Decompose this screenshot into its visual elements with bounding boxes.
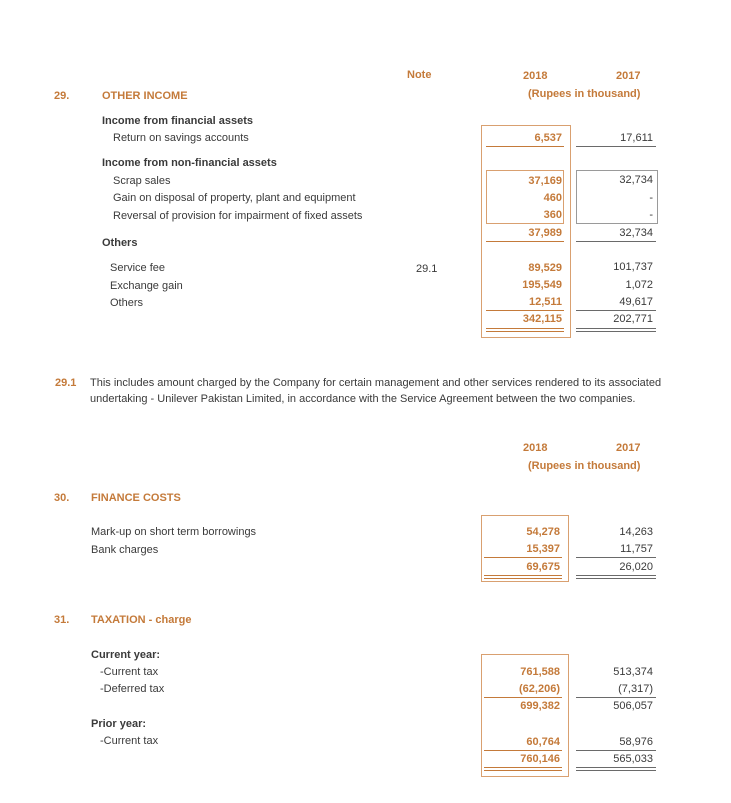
underline xyxy=(576,557,656,558)
current-year-subheading: Current year: xyxy=(91,649,161,661)
scrap-sales-2018: 37,169 xyxy=(528,175,562,187)
note-text-line-2: undertaking - Unilever Pakistan Limited, in accordance with the Service Agreement between the two companies. xyxy=(90,393,636,405)
underline xyxy=(576,750,656,751)
others-label: Others xyxy=(110,297,144,309)
note-column-header: Note xyxy=(407,69,432,81)
others-2018: 12,511 xyxy=(528,296,562,308)
bank-charges-label: Bank charges xyxy=(91,544,159,556)
markup-2018: 54,278 xyxy=(526,526,560,538)
service-fee-note: 29.1 xyxy=(416,263,438,275)
markup-label: Mark-up on short term borrowings xyxy=(91,526,257,538)
gain-on-disposal-2017: - xyxy=(649,192,653,204)
double-underline xyxy=(576,575,656,576)
non-financial-total-2017: 32,734 xyxy=(619,227,653,239)
underline xyxy=(576,310,656,311)
double-underline xyxy=(576,770,656,771)
other-income-total-2018: 342,115 xyxy=(522,313,562,325)
year-2017-header: 2017 xyxy=(616,442,641,454)
reversal-of-provision-2018: 360 xyxy=(543,209,562,221)
prior-current-tax-2017: 58,976 xyxy=(619,736,653,748)
note-number: 29.1 xyxy=(55,377,77,389)
double-underline xyxy=(576,331,656,332)
other-income-total-2017: 202,771 xyxy=(613,313,653,325)
exchange-gain-2018: 195,549 xyxy=(522,279,562,291)
double-underline xyxy=(576,578,656,579)
others-subheading: Others xyxy=(102,237,138,249)
financial-assets-subheading: Income from financial assets xyxy=(102,115,253,127)
section-number: 31. xyxy=(54,614,70,626)
underline xyxy=(576,241,656,242)
column-2018-frame xyxy=(481,125,571,338)
scrap-sales-label: Scrap sales xyxy=(113,175,171,187)
unit-header: (Rupees in thousand) xyxy=(528,88,641,100)
double-underline xyxy=(576,767,656,768)
reversal-of-provision-label: Reversal of provision for impairment of fixed assets xyxy=(113,210,363,222)
scrap-sales-2017: 32,734 xyxy=(619,174,653,186)
finance-costs-total-2017: 26,020 xyxy=(619,561,653,573)
return-on-savings-2018: 6,537 xyxy=(534,132,562,144)
taxation-total-2018: 760,146 xyxy=(520,753,560,765)
service-fee-2017: 101,737 xyxy=(613,261,653,273)
note-text-line-1: This includes amount charged by the Company for certain management and other services rendered to its associated xyxy=(90,377,662,389)
non-financial-assets-subheading: Income from non-financial assets xyxy=(102,157,277,169)
current-year-total-2018: 699,382 xyxy=(520,700,560,712)
markup-2017: 14,263 xyxy=(619,526,653,538)
section-title: TAXATION - charge xyxy=(91,614,192,626)
finance-costs-total-2018: 69,675 xyxy=(526,561,560,573)
year-2018-header: 2018 xyxy=(523,442,548,454)
unit-header: (Rupees in thousand) xyxy=(528,460,641,472)
service-fee-label: Service fee xyxy=(110,262,166,274)
section-number: 29. xyxy=(54,90,70,102)
column-2018-frame xyxy=(481,515,569,582)
gain-on-disposal-2018: 460 xyxy=(543,192,562,204)
current-year-total-2017: 506,057 xyxy=(613,700,653,712)
year-2017-header: 2017 xyxy=(616,70,641,82)
prior-year-subheading: Prior year: xyxy=(91,718,147,730)
service-fee-2018: 89,529 xyxy=(528,262,562,274)
return-on-savings-label: Return on savings accounts xyxy=(113,132,249,144)
section-title: FINANCE COSTS xyxy=(91,492,181,504)
non-financial-total-2018: 37,989 xyxy=(528,227,562,239)
prior-current-tax-label: -Current tax xyxy=(100,735,159,747)
deferred-tax-label: -Deferred tax xyxy=(100,683,165,695)
year-2018-header: 2018 xyxy=(523,70,548,82)
reversal-of-provision-2017: - xyxy=(649,209,653,221)
others-2017: 49,617 xyxy=(619,296,653,308)
section-title: OTHER INCOME xyxy=(102,90,188,102)
double-underline xyxy=(576,328,656,329)
highlight-box-2017 xyxy=(576,170,658,224)
section-number: 30. xyxy=(54,492,70,504)
column-2018-frame xyxy=(481,654,569,777)
exchange-gain-label: Exchange gain xyxy=(110,280,183,292)
bank-charges-2018: 15,397 xyxy=(526,543,560,555)
deferred-tax-2017: (7,317) xyxy=(618,683,653,695)
exchange-gain-2017: 1,072 xyxy=(625,279,653,291)
prior-current-tax-2018: 60,764 xyxy=(526,736,560,748)
underline xyxy=(576,697,656,698)
bank-charges-2017: 11,757 xyxy=(620,543,653,555)
deferred-tax-2018: (62,206) xyxy=(519,683,560,695)
gain-on-disposal-label: Gain on disposal of property, plant and equipment xyxy=(113,192,356,204)
current-tax-label: -Current tax xyxy=(100,666,159,678)
current-tax-2017: 513,374 xyxy=(613,666,653,678)
taxation-total-2017: 565,033 xyxy=(613,753,653,765)
return-on-savings-2017: 17,611 xyxy=(620,132,653,144)
underline xyxy=(576,146,656,147)
current-tax-2018: 761,588 xyxy=(520,666,560,678)
